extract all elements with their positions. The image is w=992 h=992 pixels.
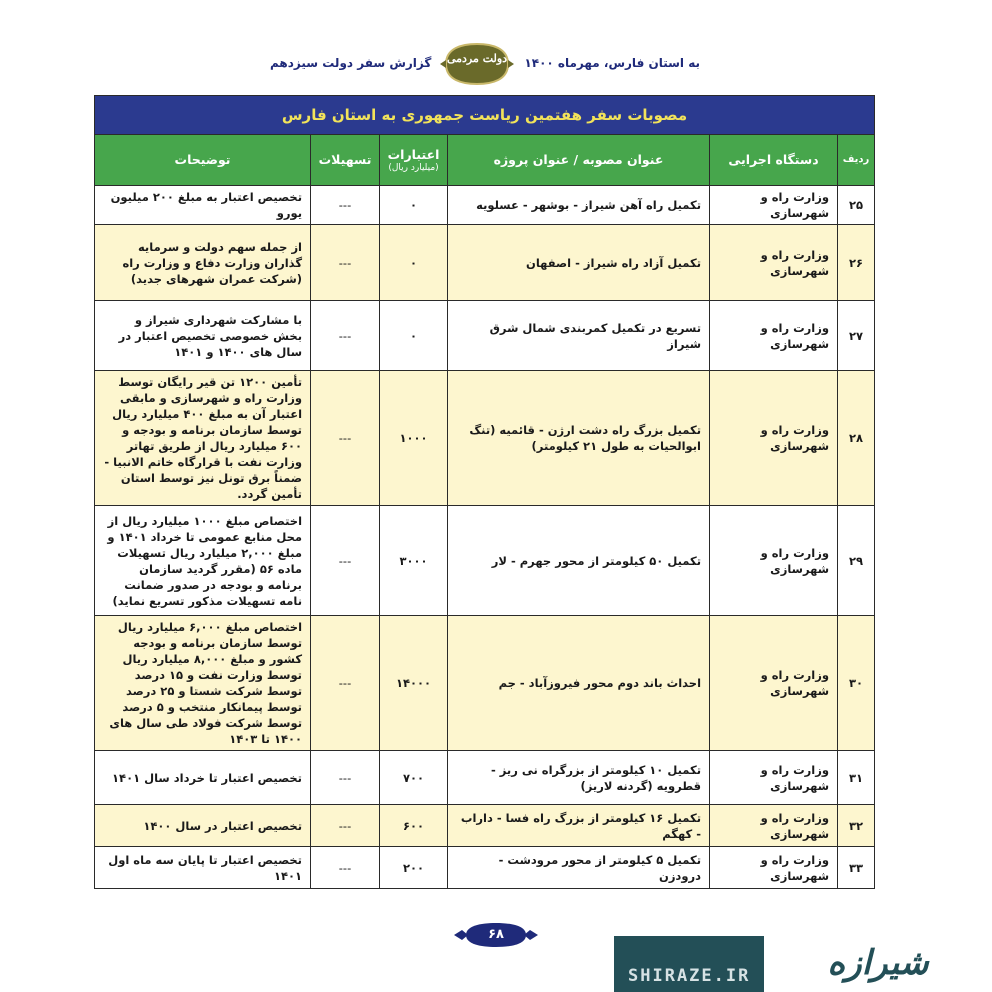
- row-project: تسریع در تکمیل کمربندی شمال شرق شیراز: [448, 301, 710, 371]
- table-row: [95, 805, 875, 847]
- row-number: ۲۵: [838, 186, 875, 225]
- table-row: [95, 616, 875, 751]
- row-project: تکمیل ۵ کیلومتر از محور مرودشت - درودزن: [448, 847, 710, 889]
- row-department: وزارت راه و شهرسازی: [710, 371, 838, 506]
- table-row: [95, 301, 875, 371]
- row-facility: ---: [311, 616, 380, 751]
- row-department: وزارت راه و شهرسازی: [710, 186, 838, 225]
- row-credit: ۰: [380, 301, 448, 371]
- site-logo: [614, 936, 992, 992]
- row-number: ۳۱: [838, 751, 875, 805]
- row-description: تأمین ۱۲۰۰ تن قیر رایگان توسط وزارت راه و شهرسازی و مابقی اعتبار آن به مبلغ ۴۰۰ میلیارد ریال توسط سازمان برنامه و بودجه و ۶۰۰ میلیارد ریال از طریق تهاتر وزارت نفت با قرارگاه خاتم الانبیا - ضمناً برق تونل نیز توسط استان تأمین گردد.: [95, 371, 311, 506]
- row-description: اختصاص مبلغ ۶,۰۰۰ میلیارد ریال توسط سازمان برنامه و بودجه کشور و مبلغ ۸,۰۰۰ میلیارد ریال توسط وزارت نفت و ۱۵ درصد توسط شرکت شستا و ۲۵ درصد توسط پیمانکار منتخب و ۵ درصد توسط شرکت فولاد طی سال های ۱۴۰۰ تا ۱۴۰۳: [95, 616, 311, 751]
- row-number: ۳۰: [838, 616, 875, 751]
- credit-label: اعتبارات: [387, 146, 440, 162]
- row-facility: ---: [311, 186, 380, 225]
- row-department: وزارت راه و شهرسازی: [710, 751, 838, 805]
- header-subtitle: به استان فارس، مهرماه ۱۴۰۰: [524, 56, 700, 70]
- row-description: اختصاص مبلغ ۱۰۰۰ میلیارد ریال از محل منابع عمومی تا خرداد ۱۴۰۱ و مبلغ ۲,۰۰۰ میلیارد ریال تسهیلات ماده ۵۶ (مقرر گردید سازمان برنامه و بودجه در صدور ضمانت نامه تسهیلات مذکور تسریع نماید): [95, 506, 311, 616]
- emblem-text: دولت مردمی: [446, 52, 508, 65]
- table-row: [95, 751, 875, 805]
- logo-latin-text: SHIRAZE.IR: [628, 966, 751, 986]
- row-facility: ---: [311, 371, 380, 506]
- row-facility: ---: [311, 847, 380, 889]
- row-project: تکمیل آزاد راه شیراز - اصفهان: [448, 225, 710, 301]
- col-header-credit: [380, 135, 448, 186]
- col-header-num: ردیف: [838, 135, 875, 186]
- row-facility: ---: [311, 301, 380, 371]
- row-department: وزارت راه و شهرسازی: [710, 616, 838, 751]
- table-row: [95, 371, 875, 506]
- table-row: [95, 506, 875, 616]
- row-description: از جمله سهم دولت و سرمایه گذاران وزارت دفاع و وزارت راه (شرکت عمران شهرهای جدید): [95, 225, 311, 301]
- row-department: وزارت راه و شهرسازی: [710, 805, 838, 847]
- row-credit: ۰: [380, 186, 448, 225]
- logo-mark: [764, 936, 992, 992]
- row-description: تخصیص اعتبار تا پایان سه ماه اول ۱۴۰۱: [95, 847, 311, 889]
- row-credit: ۱۴۰۰۰: [380, 616, 448, 751]
- header-emblem: [438, 42, 516, 86]
- table-title: مصوبات سفر هفتمین ریاست جمهوری به استان فارس: [95, 96, 875, 135]
- page-header: [270, 42, 700, 88]
- row-number: ۲۸: [838, 371, 875, 506]
- row-number: ۲۶: [838, 225, 875, 301]
- row-number: ۳۲: [838, 805, 875, 847]
- page-number-badge: [452, 922, 540, 948]
- logo-persian-text: شیرازه: [827, 943, 929, 983]
- row-department: وزارت راه و شهرسازی: [710, 225, 838, 301]
- header-report-title: گزارش سفر دولت سیزدهم: [270, 56, 432, 70]
- row-credit: ۱۰۰۰: [380, 371, 448, 506]
- row-credit: ۲۰۰: [380, 847, 448, 889]
- row-project: تکمیل راه آهن شیراز - بوشهر - عسلویه: [448, 186, 710, 225]
- row-number: ۲۹: [838, 506, 875, 616]
- col-header-facility: تسهیلات: [311, 135, 380, 186]
- row-description: تخصیص اعتبار در سال ۱۴۰۰: [95, 805, 311, 847]
- row-project: تکمیل بزرگ راه دشت ارژن - قائمیه (تنگ ابوالحیات به طول ۲۱ کیلومتر): [448, 371, 710, 506]
- row-description: با مشارکت شهرداری شیراز و بخش خصوصی تخصیص اعتبار در سال های ۱۴۰۰ و ۱۴۰۱: [95, 301, 311, 371]
- row-department: وزارت راه و شهرسازی: [710, 847, 838, 889]
- page-number: ۶۸: [488, 927, 504, 942]
- col-header-project: عنوان مصوبه / عنوان پروژه: [448, 135, 710, 186]
- resolutions-table: [94, 95, 875, 889]
- row-facility: ---: [311, 225, 380, 301]
- row-credit: ۳۰۰۰: [380, 506, 448, 616]
- col-header-desc: توضیحات: [95, 135, 311, 186]
- row-number: ۳۳: [838, 847, 875, 889]
- row-facility: ---: [311, 751, 380, 805]
- row-credit: ۷۰۰: [380, 751, 448, 805]
- table-row: [95, 186, 875, 225]
- row-facility: ---: [311, 805, 380, 847]
- table-row: [95, 225, 875, 301]
- credit-unit: (میلیارد ریال): [388, 162, 439, 173]
- row-credit: ۰: [380, 225, 448, 301]
- row-project: تکمیل ۵۰ کیلومتر از محور جهرم - لار: [448, 506, 710, 616]
- row-project: تکمیل ۱۰ کیلومتر از بزرگراه نی ریز - قطرویه (گردنه لاریز): [448, 751, 710, 805]
- row-credit: ۶۰۰: [380, 805, 448, 847]
- row-description: تخصیص اعتبار تا خرداد سال ۱۴۰۱: [95, 751, 311, 805]
- row-department: وزارت راه و شهرسازی: [710, 506, 838, 616]
- row-description: تخصیص اعتبار به مبلغ ۲۰۰ میلیون یورو: [95, 186, 311, 225]
- row-project: تکمیل ۱۶ کیلومتر از بزرگ راه فسا - داراب - کهگم: [448, 805, 710, 847]
- col-header-dept: دستگاه اجرایی: [710, 135, 838, 186]
- column-headers: [95, 135, 875, 186]
- table-row: [95, 847, 875, 889]
- row-facility: ---: [311, 506, 380, 616]
- row-number: ۲۷: [838, 301, 875, 371]
- row-project: احداث باند دوم محور فیروزآباد - جم: [448, 616, 710, 751]
- row-department: وزارت راه و شهرسازی: [710, 301, 838, 371]
